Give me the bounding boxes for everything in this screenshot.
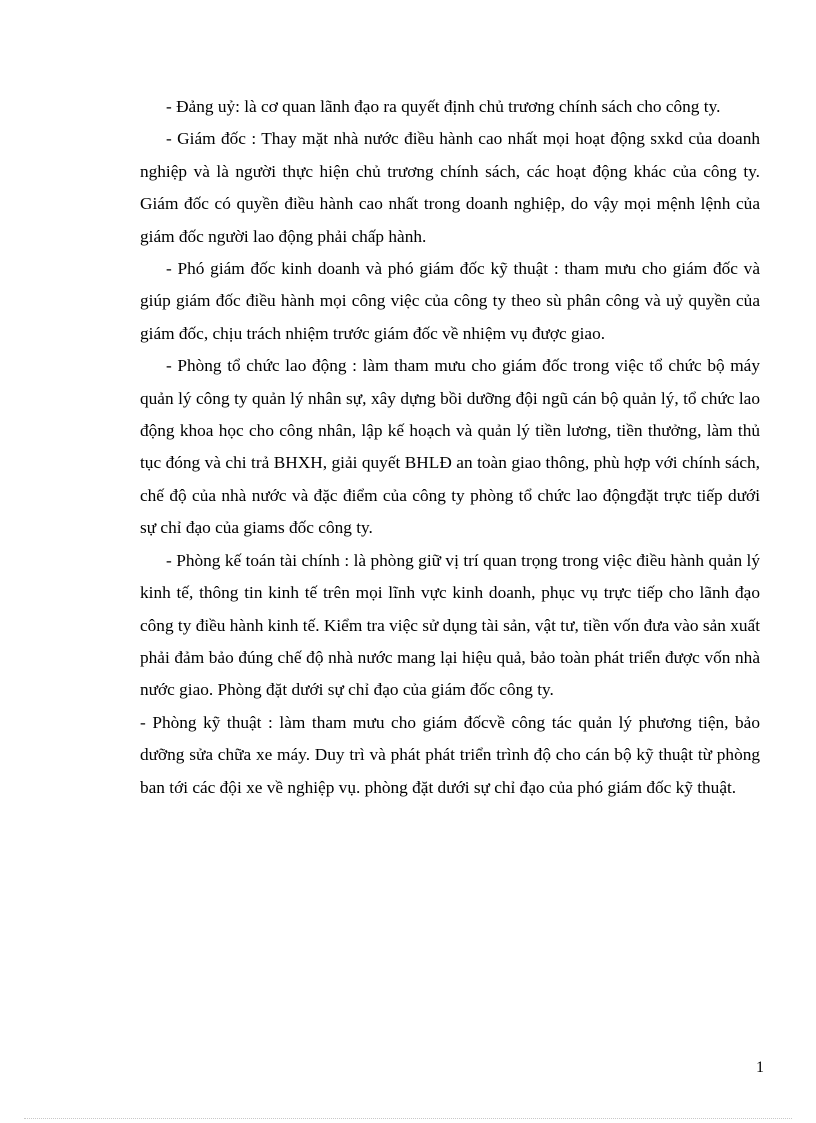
- page-bottom-edge: [24, 1118, 792, 1119]
- page-number: 1: [756, 1059, 764, 1076]
- paragraph-technical-department: - Phòng kỹ thuật : làm tham mưu cho giám đốcvề công tác quản lý phương tiện, bảo dưỡng sửa chữa xe máy. Duy trì và phát phát triển trình độ cho cán bộ kỹ thuật từ phòng ban tới các đội xe về nghiệp vụ. phòng đặt dưới sự chỉ đạo của phó giám đốc kỹ thuật.: [140, 712, 760, 797]
- paragraph-finance-accounting: - Phòng kế toán tài chính : là phòng giữ vị trí quan trọng trong việc điều hành quản lý kinh tế, thông tin kinh tế trên mọi lĩnh vực kinh doanh, phục vụ trực tiếp cho lãnh đạo công ty điều hành kinh tế. Kiểm tra việc sử dụng tài sản, vật tư, tiền vốn đưa vào sản xuất phải đảm bảo đúng chế độ nhà nước mang lại hiệu quả, bảo toàn phát triển được vốn nhà nước giao. Phòng đặt dưới sự chỉ đạo của giám đốc công ty.: [140, 550, 760, 700]
- paragraph-labor-organization: - Phòng tổ chức lao động : làm tham mưu cho giám đốc trong việc tổ chức bộ máy quản lý công ty quản lý nhân sự, xây dựng bồi dưỡng đội ngũ cán bộ quản lý, tổ chức lao động khoa học cho công nhân, lập kế hoạch và quản lý tiền lương, tiền thưởng, làm thủ tục đóng và chi trả BHXH, giải quyết BHLĐ an toàn giao thông, phù hợp với chính sách, chế độ của nhà nước và đặc điểm của công ty phòng tổ chức lao độngđặt trực tiếp dưới sự chỉ đạo của giams đốc công ty.: [140, 356, 760, 538]
- paragraph-deputy-directors: - Phó giám đốc kinh doanh và phó giám đốc kỹ thuật : tham mưu cho giám đốc và giúp giám đốc điều hành mọi công việc của công ty theo sù phân công và uỷ quyền của giám đốc, chịu trách nhiệm trước giám đốc về nhiệm vụ được giao.: [140, 259, 760, 343]
- document-body: [140, 91, 760, 804]
- paragraph-party-committee: - Đảng uỷ: là cơ quan lãnh đạo ra quyết định chủ trương chính sách cho công ty.: [166, 97, 721, 116]
- paragraph-director: - Giám đốc : Thay mặt nhà nước điều hành cao nhất mọi hoạt động sxkd của doanh nghiệp và là người thực hiện chủ trương chính sách, các hoạt động khác của công ty. Giám đốc có quyền điều hành cao nhất trong doanh nghiệp, do vậy mọi mệnh lệnh của giám đốc người lao động phải chấp hành.: [140, 129, 760, 246]
